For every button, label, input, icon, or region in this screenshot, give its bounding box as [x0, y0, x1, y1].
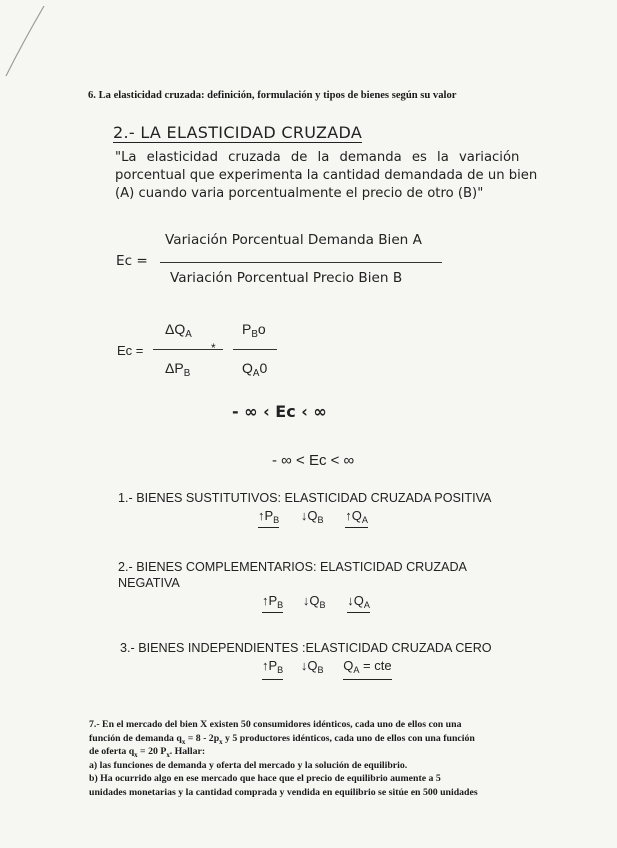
type-1-quantity-a: $↑Q_A$: [345, 508, 368, 528]
type-1-quantity-b: $↓Q_B$: [300, 508, 324, 525]
type-3-quantity-b: $↓Q_B$: [300, 658, 324, 675]
formula1-fraction-bar: [160, 262, 442, 263]
exercise-intro-line-1: 7.- En el mercado del bien X existen 50 consumidores idénticos, cada uno de ellos con una: [89, 719, 462, 730]
exercise-block: [89, 718, 529, 800]
type-3-quantity-a: $Q_A$ = cte: [343, 658, 391, 680]
formula2-num1: [165, 321, 192, 340]
type-2-price-b: $↑P_B$: [262, 593, 283, 613]
range-typed: - ∞ < Ec < ∞: [272, 452, 355, 469]
scan-edge-mark: [0, 0, 60, 90]
type-2-heading-line-1: 2.- BIENES COMPLEMENTARIOS: ELASTICIDAD CRUZADA: [118, 560, 467, 574]
exercise-item-b-line-1: b) Ha ocurrido algo en ese mercado que hace que el precio de equilibrio aumente a 5: [89, 773, 441, 785]
formula2-lhs: Ec =: [117, 343, 144, 358]
definition-line-2: porcentual que experimenta la cantidad demandada de un bien: [115, 168, 538, 183]
type-1-symbols: [258, 508, 368, 523]
type-2-symbols: [262, 593, 370, 608]
type-3-price-b: $↑P_B$: [262, 658, 283, 680]
formula2-den1: [165, 360, 191, 379]
definition-line-1: "La elasticidad cruzada de la demanda es la variación: [115, 150, 520, 165]
formula2-times: *: [211, 341, 216, 355]
definition-line-3: (A) cuando varia porcentualmente el precio de otro (B)": [115, 186, 484, 201]
type-2-heading-line-2: NEGATIVA: [118, 576, 180, 590]
formula2-den2-main: Q: [242, 360, 253, 376]
type-3-symbols: [262, 658, 392, 673]
header-line: 6. La elasticidad cruzada: definición, formulación y tipos de bienes según su valor: [88, 90, 457, 101]
formula2-num2-tail: o: [257, 321, 266, 337]
exercise-item-a: a) las funciones de demanda y oferta del mercado y la solución de equilibrio.: [89, 759, 408, 771]
formula2-num2-main: P: [242, 321, 252, 337]
exercise-intro-line-2: función de demanda $q_x = 8 - 2p_x$ y 5 productores idénticos, cada uno de ellos con una función: [89, 732, 475, 746]
formula2-num1-sub: A: [185, 329, 192, 340]
formula2-den2-tail: 0: [259, 360, 268, 376]
type-3-heading: 3.- BIENES INDEPENDIENTES :ELASTICIDAD CRUZADA CERO: [120, 641, 492, 655]
formula2-num2: [242, 321, 266, 340]
type-2-quantity-a: $↓Q_A$: [347, 593, 370, 613]
formula2-den1-main: ΔP: [165, 360, 184, 376]
formula2-den1-sub: B: [183, 368, 191, 379]
range-handwritten: - ∞ ‹ Ec ‹ ∞: [232, 402, 327, 421]
formula2-fraction-bar-2: [233, 349, 277, 350]
type-2-quantity-b: $↓Q_B$: [302, 593, 326, 610]
formula2-num1-main: ΔQ: [165, 321, 186, 337]
exercise-item-b-line-2: unidades monetarias y la cantidad comprada y vendida en equilibrio se sitúe en 500 unidades: [89, 786, 478, 798]
section-title: 2.- LA ELASTICIDAD CRUZADA: [113, 123, 363, 142]
formula2-den2: [242, 360, 268, 379]
type-1-price-b: $↑P_B$: [258, 508, 279, 528]
type-1-heading: 1.- BIENES SUSTITUTIVOS: ELASTICIDAD CRUZADA POSITIVA: [118, 491, 492, 505]
exercise-intro-line-3: de oferta $q_x = 20$ $P_x$. Hallar:: [89, 746, 206, 760]
formula2-den2-sub: A: [252, 368, 260, 379]
formula1-lhs: Ec =: [116, 253, 148, 269]
formula1-denominator: Variación Porcentual Precio Bien B: [170, 270, 403, 286]
formula2-num2-sub: B: [251, 329, 258, 340]
formula1-numerator: Variación Porcentual Demanda Bien A: [165, 232, 422, 248]
